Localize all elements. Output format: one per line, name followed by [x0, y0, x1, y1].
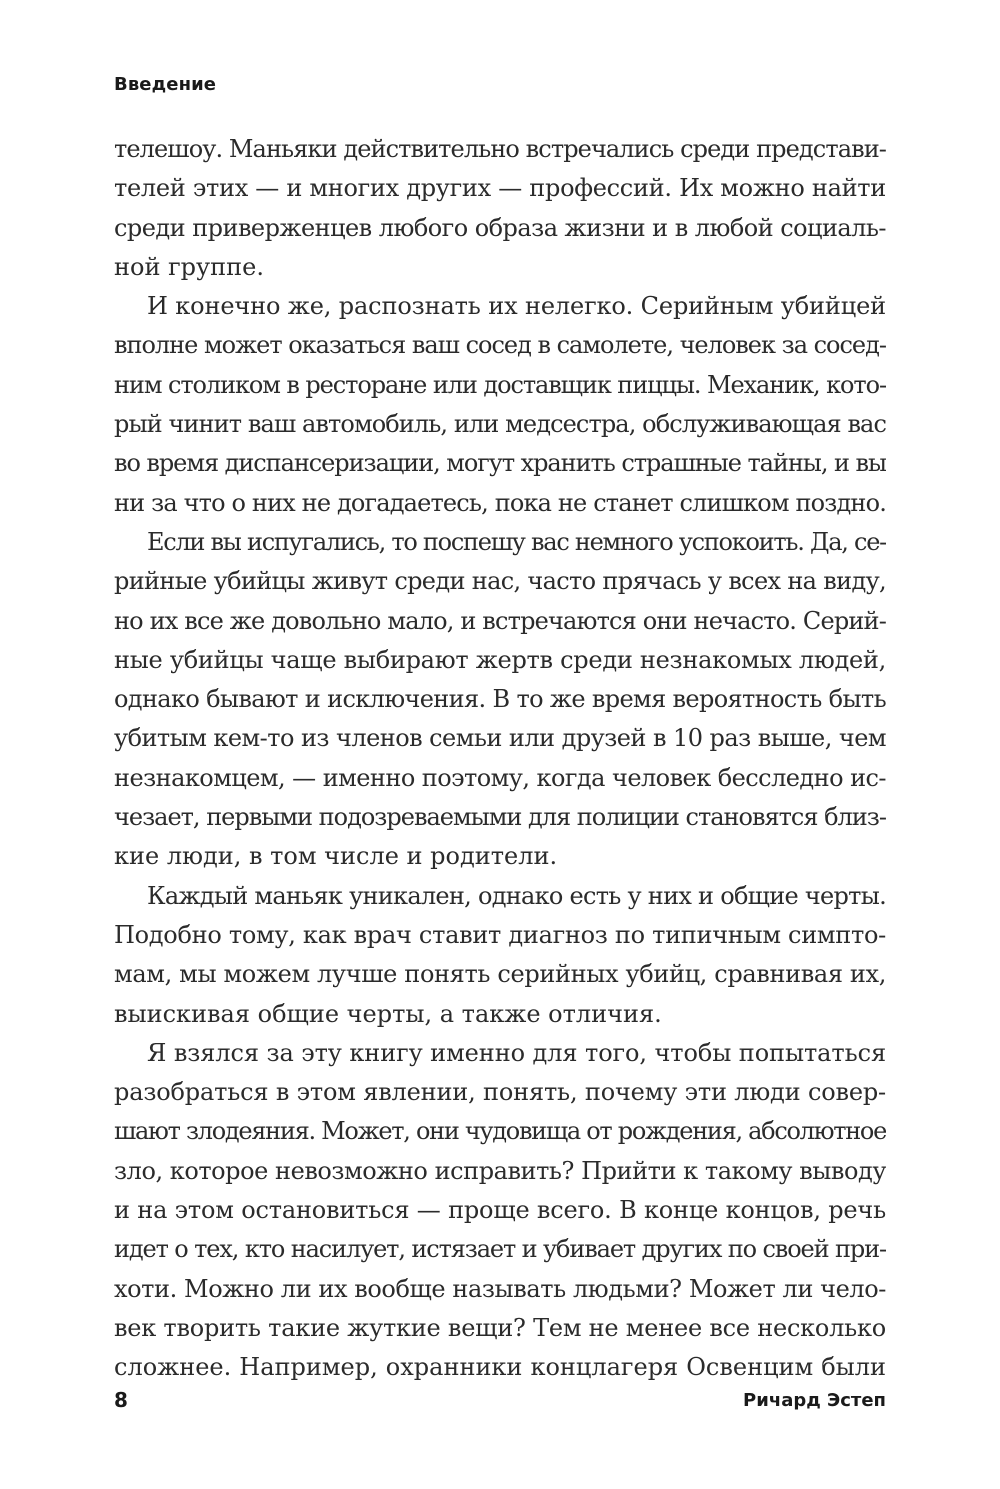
- text-line: Если вы испугались, то поспешу вас немного успокоить. Да, се-: [147, 527, 886, 556]
- text-line: зло, которое невозможно исправить? Прийти к такому выводу: [114, 1156, 886, 1185]
- text-line: но их все же довольно мало, и встречаются они нечасто. Серий-: [114, 606, 886, 635]
- text-line: мам, мы можем лучше понять серийных убийц, сравнивая их,: [114, 960, 886, 989]
- page-number: 8: [114, 1388, 128, 1412]
- text-line: вполне может оказаться ваш сосед в самолете, человек за сосед-: [114, 331, 886, 360]
- text-line: и на этом остановиться — проще всего. В конце концов, речь: [114, 1196, 886, 1225]
- text-line: Подобно тому, как врач ставит диагноз по типичным симпто-: [114, 920, 886, 949]
- text-line: разобраться в этом явлении, понять, почему эти люди совер-: [114, 1078, 886, 1107]
- text-line: во время диспансеризации, могут хранить страшные тайны, и вы: [114, 449, 886, 478]
- text-line: Я взялся за эту книгу именно для того, чтобы попытаться: [147, 1038, 886, 1067]
- text-line: выискивая общие черты, а также отличия.: [114, 999, 662, 1028]
- text-line: телешоу. Маньяки действительно встречались среди представи-: [114, 135, 886, 163]
- text-line: чезает, первыми подозреваемыми для полиции становятся близ-: [114, 803, 886, 832]
- text-line: рый чинит ваш автомобиль, или медсестра, обслуживающая вас: [114, 410, 886, 439]
- text-line: кие люди, в том числе и родители.: [114, 842, 558, 871]
- text-line: идет о тех, кто насилует, истязает и убивает других по своей при-: [114, 1235, 886, 1264]
- text-line: рийные убийцы живут среди нас, часто прячась у всех на виду,: [114, 567, 886, 596]
- body-text: [114, 130, 886, 1388]
- text-line: телей этих — и многих других — профессий. Их можно найти: [114, 174, 886, 203]
- text-line: среди приверженцев любого образа жизни и в любой социаль-: [114, 213, 886, 242]
- footer-author: Ричард Эстеп: [743, 1390, 886, 1411]
- text-line: ни за что о них не догадаетесь, пока не станет слишком поздно.: [114, 488, 886, 517]
- text-line: незнакомцем, — именно поэтому, когда человек бесследно ис-: [114, 763, 886, 792]
- text-line: ним столиком в ресторане или доставщик пиццы. Механик, кото-: [114, 370, 886, 399]
- text-line: ной группе.: [114, 252, 264, 281]
- text-line: Каждый маньяк уникален, однако есть у них и общие черты.: [147, 881, 886, 910]
- text-line: шают злодеяния. Может, они чудовища от рождения, абсолютное: [114, 1117, 886, 1146]
- running-header-title: Введение: [114, 74, 217, 95]
- text-line: ные убийцы чаще выбирают жертв среди незнакомых людей,: [114, 645, 886, 674]
- text-line: однако бывают и исключения. В то же время вероятность быть: [114, 685, 886, 714]
- text-line: сложнее. Например, охранники концлагеря Освенцим были: [114, 1353, 886, 1382]
- text-line: И конечно же, распознать их нелегко. Серийным убийцей: [147, 292, 886, 321]
- text-line: хоти. Можно ли их вообще называть людьми? Может ли чело-: [114, 1274, 886, 1303]
- text-line: век творить такие жуткие вещи? Тем не менее все несколько: [114, 1313, 886, 1342]
- text-line: убитым кем-то из членов семьи или друзей в 10 раз выше, чем: [114, 724, 886, 753]
